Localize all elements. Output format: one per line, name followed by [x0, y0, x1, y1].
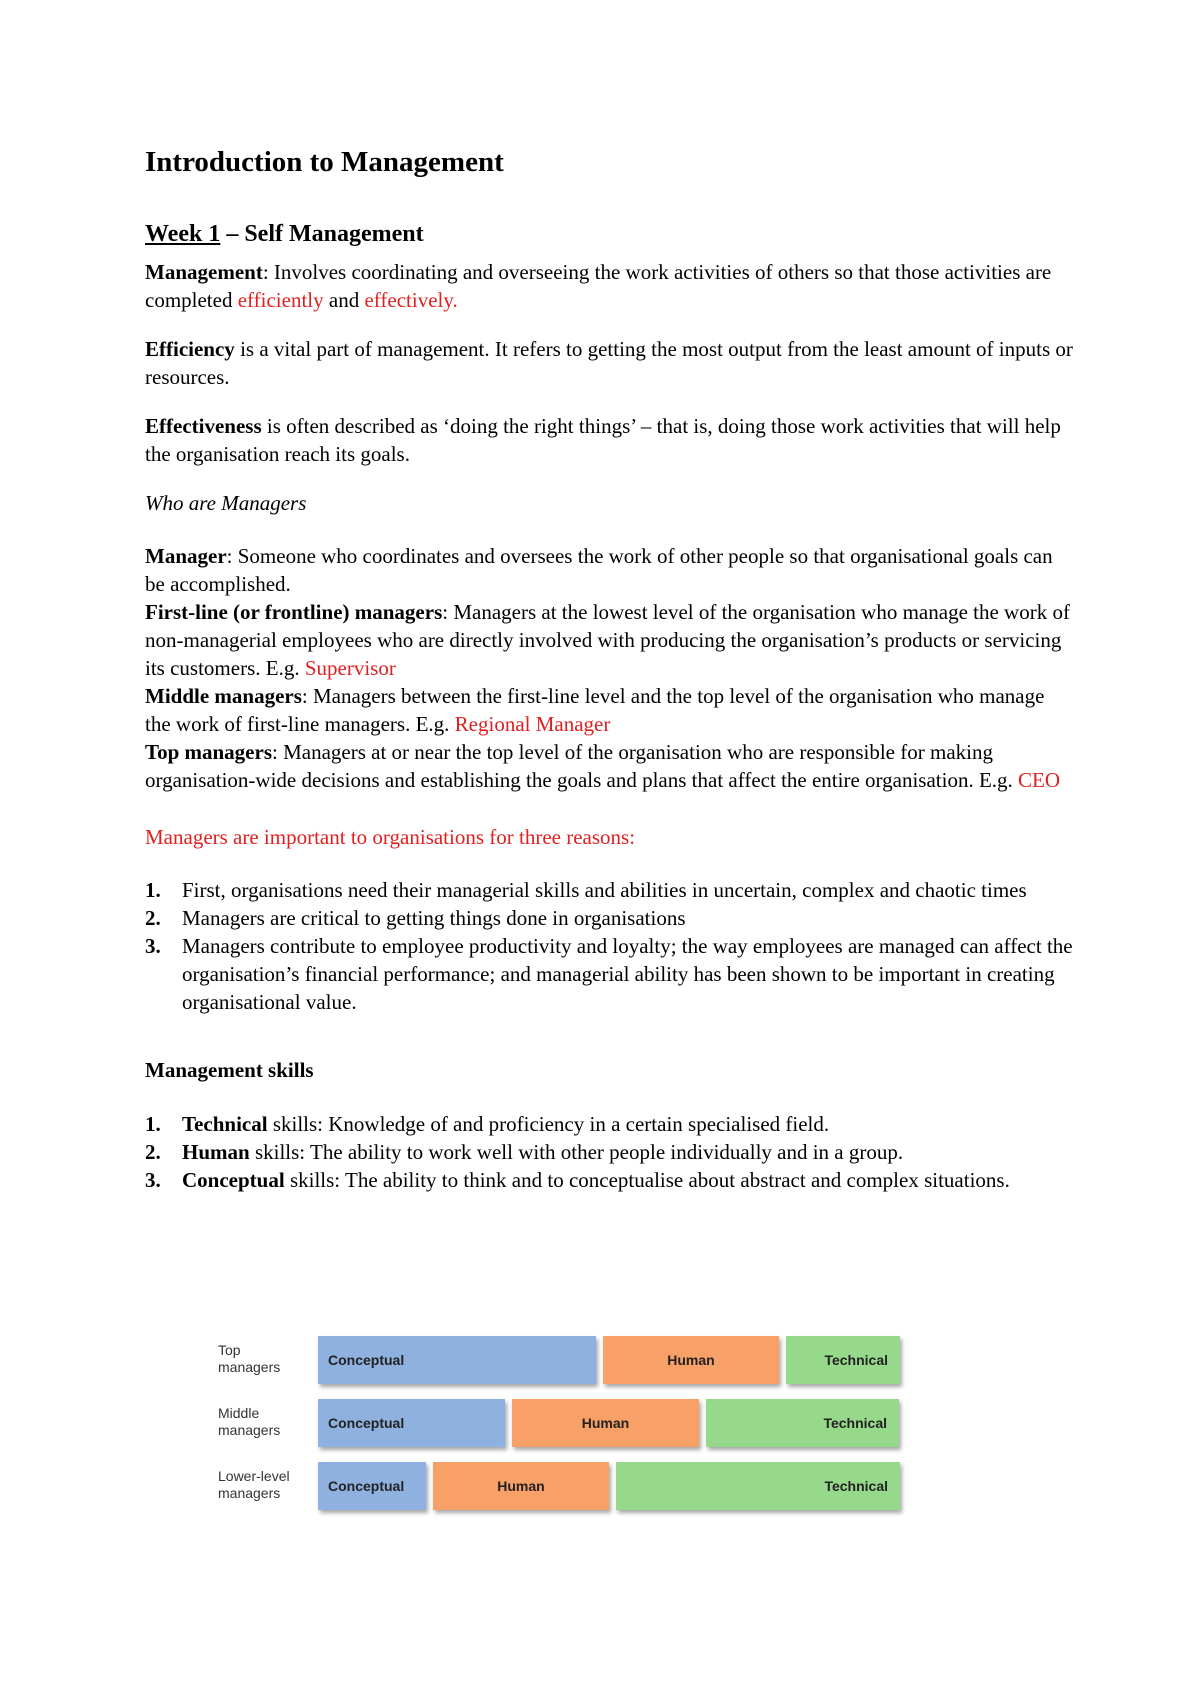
management-term: Management — [145, 260, 263, 284]
firstline-definition: First-line (or frontline) managers: Managers at the lowest level of the organisation who manage the work of non-managerial employees who are directly involved with producing the organisation’s products or servicing its customers. E.g. Supervisor — [145, 600, 1070, 680]
ceo-example: CEO — [1018, 768, 1061, 792]
chart-bar-human: Human — [603, 1336, 779, 1384]
chart-row-label-line: Middle — [218, 1405, 260, 1421]
top-definition: Top managers: Managers at or near the top level of the organisation who are responsible for making organisation-wide decisions and establishing the goals and plans that affect the entire organisation. E.g. CEO — [145, 740, 1061, 792]
chart-row-label — [218, 1342, 280, 1376]
efficiency-definition: Efficiency is a vital part of management. It refers to getting the most output from the least amount of inputs or resources. — [145, 337, 1073, 389]
skills-chart — [210, 1332, 910, 1542]
chart-row-label-line: Lower-level — [218, 1468, 290, 1484]
efficiency-term: Efficiency — [145, 337, 235, 361]
list-item: 3. Conceptual skills: The ability to think and to conceptualise about abstract and complex situations. — [145, 1168, 1010, 1192]
week-heading — [145, 221, 424, 248]
chart-row-label-line: Top — [218, 1342, 241, 1358]
manager-definition: Manager: Someone who coordinates and oversees the work of other people so that organisational goals can be accomplished. — [145, 544, 1053, 596]
chart-bar-technical: Technical — [706, 1399, 899, 1447]
chart-row-label — [218, 1405, 280, 1439]
week-subtitle: – Self Management — [220, 221, 424, 247]
effectively-highlight: effectively — [364, 288, 453, 312]
chart-bar-technical: Technical — [616, 1462, 900, 1510]
manager-definitions — [145, 542, 1075, 794]
skills-heading: Management skills — [145, 1058, 314, 1082]
week-label: Week 1 — [145, 221, 221, 247]
reasons-heading: Managers are important to organisations for three reasons: — [145, 825, 636, 849]
document-title: Introduction to Management — [145, 146, 504, 178]
chart-row-label-line: managers — [218, 1359, 281, 1375]
regional-manager-example: Regional Manager — [454, 712, 611, 736]
list-item: 1. First, organisations need their managerial skills and abilities in uncertain, complex and chaotic times — [145, 878, 1027, 902]
chart-bar-human: Human — [433, 1462, 609, 1510]
chart-row-label-line: managers — [218, 1485, 281, 1501]
skills-list — [145, 1110, 1075, 1194]
effectiveness-term: Effectiveness — [145, 414, 262, 438]
chart-bar-human: Human — [512, 1399, 699, 1447]
effectiveness-definition: Effectiveness is often described as ‘doing the right things’ – that is, doing those work activities that will help the organisation reach its goals. — [145, 414, 1061, 466]
chart-row-label — [218, 1468, 290, 1502]
supervisor-example: Supervisor — [304, 656, 396, 680]
list-item: 2. Managers are critical to getting things done in organisations — [145, 906, 686, 930]
chart-bar-conceptual: Conceptual — [318, 1336, 596, 1384]
who-are-managers-heading: Who are Managers — [145, 491, 307, 515]
list-item: 3. Managers contribute to employee productivity and loyalty; the way employees are managed can affect the organisation’s financial performance; and managerial ability has been shown to be important in creating organisational value. — [145, 934, 1073, 1014]
middle-definition: Middle managers: Managers between the first-line level and the top level of the organisation who manage the work of first-line managers. E.g. Regional Manager — [145, 684, 1045, 736]
list-item: 1. Technical skills: Knowledge of and proficiency in a certain specialised field. — [145, 1112, 830, 1136]
management-definition: Management: Involves coordinating and overseeing the work activities of others so that those activities are completed efficiently and effectively. — [145, 260, 1052, 312]
list-item: 2. Human skills: The ability to work well with other people individually and in a group. — [145, 1140, 904, 1164]
chart-bar-technical: Technical — [786, 1336, 900, 1384]
efficiently-highlight: efficiently — [237, 288, 324, 312]
reasons-list — [145, 876, 1075, 1016]
chart-bar-conceptual: Conceptual — [318, 1399, 505, 1447]
chart-row-label-line: managers — [218, 1422, 281, 1438]
chart-bar-conceptual: Conceptual — [318, 1462, 426, 1510]
